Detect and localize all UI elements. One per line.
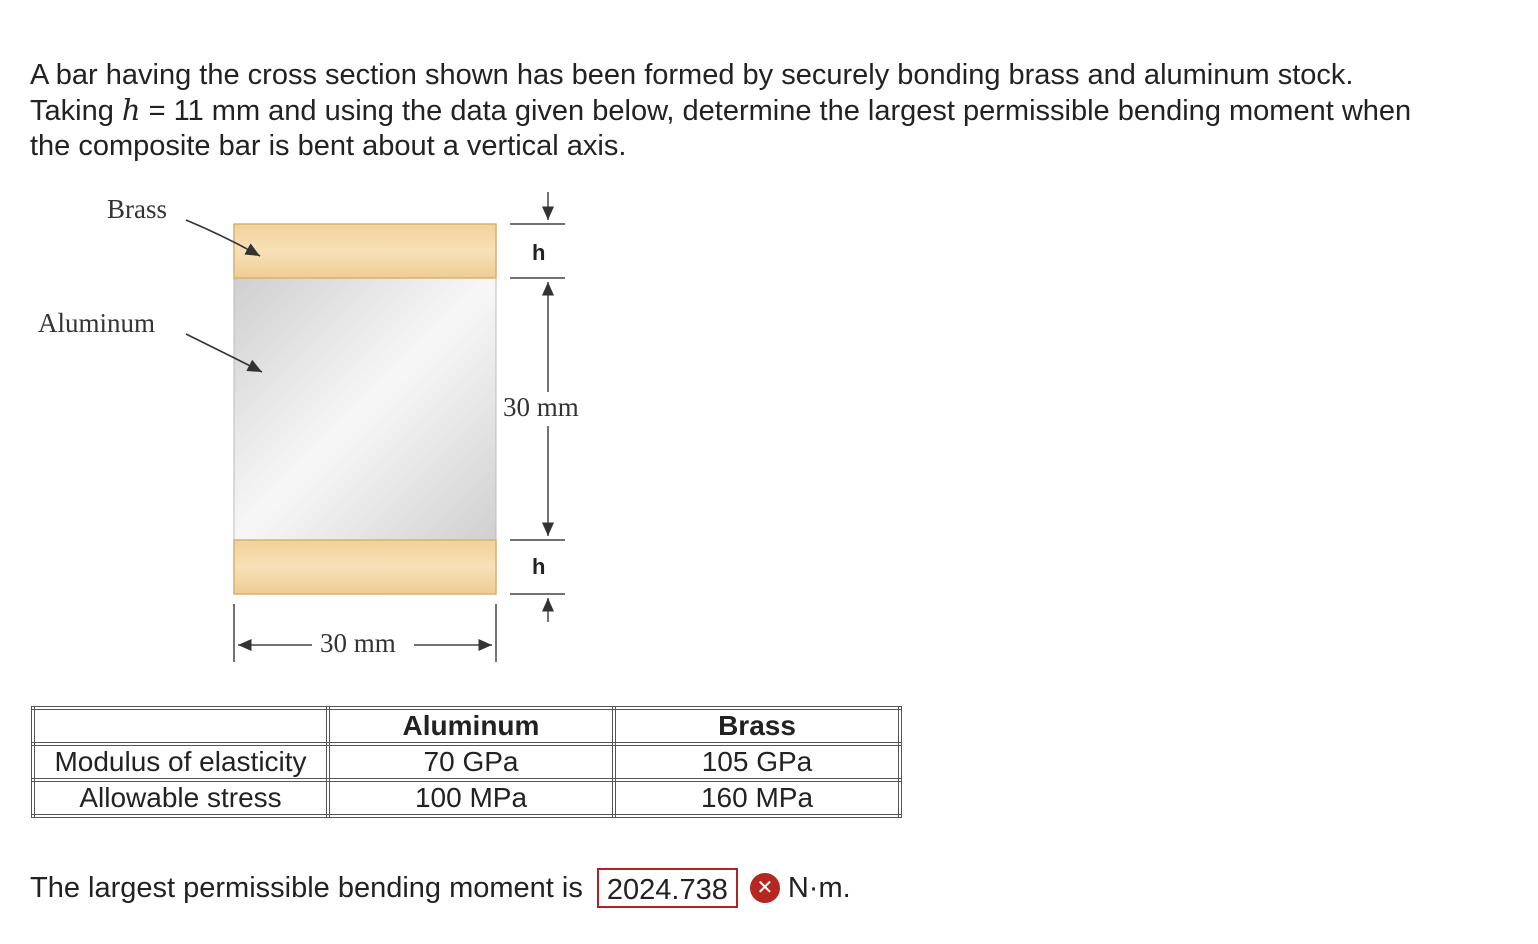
table-header-row (33, 708, 900, 744)
problem-line-3: the composite bar is bent about a vertical axis. (30, 130, 627, 162)
cross-section-figure (0, 180, 620, 680)
table-row (33, 780, 900, 816)
answer-row (30, 866, 851, 910)
variable-h: h (121, 93, 141, 127)
dim-h-top-label: h (532, 240, 546, 265)
aluminum-modulus: 70 GPa (328, 744, 614, 780)
brass-label: Brass (107, 194, 167, 224)
problem-line-2-rest: = 11 mm and using the data given below, determine the largest permissible bending moment when (140, 95, 1412, 127)
dim-height-label: 30 mm (503, 392, 579, 422)
answer-unit: N·m. (787, 871, 851, 904)
brass-modulus: 105 GPa (614, 744, 900, 780)
table-header-cell (33, 708, 328, 744)
brass-top-plate (234, 224, 496, 278)
brass-allowable-stress: 160 MPa (614, 780, 900, 816)
table-row (33, 744, 900, 780)
row-label-modulus: Modulus of elasticity (33, 744, 328, 780)
brass-bottom-plate (234, 540, 496, 594)
answer-prompt: The largest permissible bending moment is (30, 871, 583, 904)
aluminum-label: Aluminum (38, 308, 156, 338)
aluminum-allowable-stress: 100 MPa (328, 780, 614, 816)
problem-line-2-pre: Taking (30, 95, 122, 127)
dim-h-bottom-label: h (532, 554, 546, 579)
answer-input[interactable]: 2024.738 (597, 868, 738, 908)
table-header-brass: Brass (614, 708, 900, 744)
problem-statement (30, 58, 1530, 164)
table-header-aluminum: Aluminum (328, 708, 614, 744)
dim-width-label: 30 mm (320, 628, 396, 658)
row-label-allowable-stress: Allowable stress (33, 780, 328, 816)
aluminum-section (234, 278, 496, 540)
material-properties-table (31, 706, 902, 818)
close-icon: ✕ (750, 873, 780, 903)
problem-line-1: A bar having the cross section shown has been formed by securely bonding brass and aluminum stock. (30, 59, 1354, 91)
cross-section-drawing (0, 180, 620, 680)
